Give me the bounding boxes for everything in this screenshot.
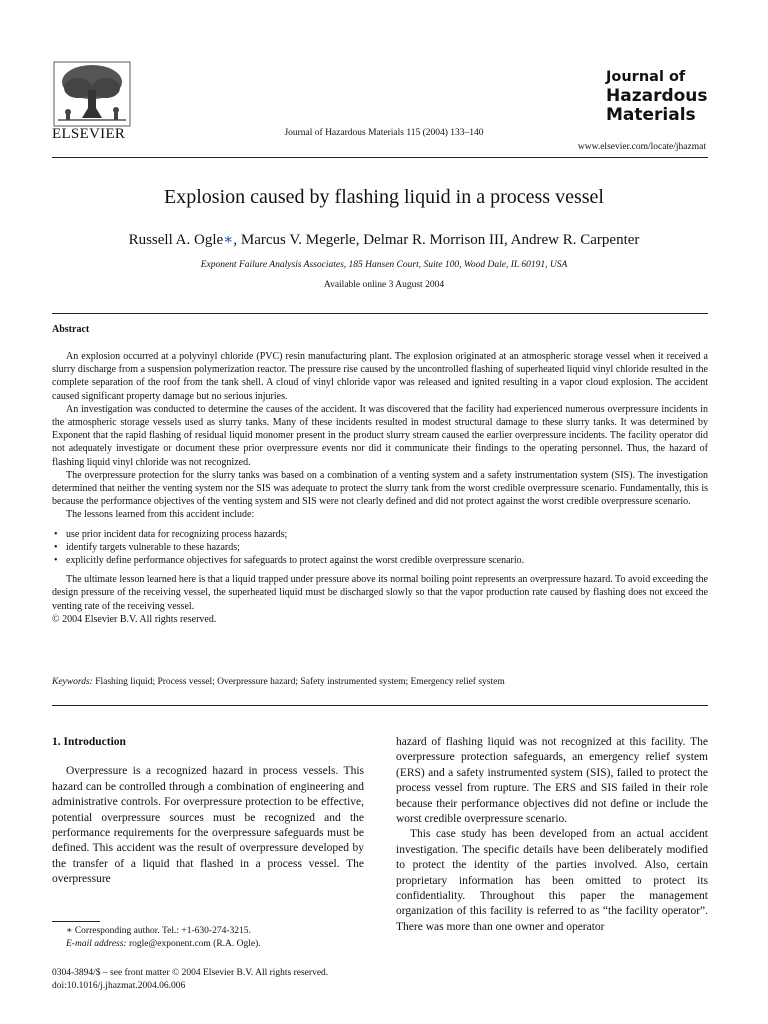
footnote [52,925,364,951]
corresponding-author: Russell A. Ogle [128,232,224,248]
author-list [0,230,768,249]
abstract-heading: Abstract [52,324,90,335]
keywords [52,677,708,687]
keywords-label: Keywords: [52,677,93,687]
available-online-date: Available online 3 August 2004 [323,280,445,290]
other-authors: , Marcus V. Megerle, Delmar R. Morrison III, Andrew R. Carpenter [233,232,640,248]
front-matter [52,967,328,993]
abstract-paragraph: An explosion occurred at a polyvinyl chloride (PVC) resin manufacturing plant. The explosion originated at an atmospheric storage vessel when it received a slurry discharge from a suspension polymerization reactor. The pressure rise caused by the uncontrolled flashing of superheated liquid vinyl chloride resulted in the complete separation of the roof from the tank shell. A cloud of vinyl chloride vapor was released and ignited resulting in a vapor cloud explosion. The accident caused significant property damage but no serious injuries. [52,351,708,402]
footnote-rule [52,921,100,922]
list-item: • identify targets vulnerable to these hazards; [54,541,240,553]
journal-brand [606,68,708,125]
abstract-bottom-rule [52,705,708,706]
issn-line: 0304-3894/$ – see front matter © 2004 Elsevier B.V. All rights reserved. [52,968,329,978]
bullet-icon: • [54,541,58,553]
header-rule [52,157,708,158]
abstract-top-rule [52,313,708,314]
copyright-line: © 2004 Elsevier B.V. All rights reserved. [52,613,217,625]
body-paragraph: hazard of flashing liquid was not recognized at this facility. The overpressure protection safeguards, an emergency relief system (ERS) and a safety instrumented system (SIS), failed to protect the process vessel from rupture. The ERS and SIS failed in their role because their performance objectives did not define or include the worst credible overpressure scenario. [396,736,708,826]
journal-citation: Journal of Hazardous Materials 115 (2004) 133–140 [284,128,484,138]
email-note [52,938,364,951]
email-link[interactable]: rogle@exponent.com (R.A. Ogle). [126,939,261,949]
list-item: • use prior incident data for recognizing process hazards; [54,528,288,540]
abstract-paragraph: The overpressure protection for the slurry tanks was based on a combination of a venting system and a safety instrumentation system (SIS). The investigation determined that neither the venting system nor the SIS was adequate to protect the slurry tank from the worst credible overpressure scenario. Fundamentally, this is because the performance objectives of the venting system and SIS were not clearly defined and did not protect against the worst credible overpressure scenario. [52,469,708,508]
body-paragraph: Overpressure is a recognized hazard in process vessels. This hazard can be controlled through a combination of engineering and administrative controls. For overpressure protection to be effective, potential overpressure sources must be recognized and the performance requirements for the overpressure safeguards must be defined. This accident was the result of overpressure developed by the transfer of a liquid that flashed in a process vessel. The overpressure [52,765,364,886]
corresponding-author-star-link[interactable]: ∗ [223,232,234,248]
list-item: • explicitly define performance objectives for safeguards to protect against the worst credible overpressure scenario. [54,555,525,567]
abstract-paragraph: The ultimate lesson learned here is that a liquid trapped under pressure above its normal boiling point represents an overpressure hazard. To avoid exceeding the design pressure of the receiving vessel, the superheated liquid must be discharged slowly so that the vapor production rate caused by flashing does not exceed the venting rate of the receiving vessel. [52,574,708,612]
abstract-paragraph: The lessons learned from this accident include: [66,509,255,521]
elsevier-tree-logo-icon [52,60,132,128]
publisher-name: ELSEVIER [52,126,126,142]
abstract-body [52,350,708,626]
bullet-icon: • [54,528,58,540]
journal-brand-line-2: Hazardous [606,86,708,106]
keywords-text: Flashing liquid; Process vessel; Overpressure hazard; Safety instrumented system; Emergency relief system [92,677,505,687]
journal-brand-line-1: Journal of [606,69,686,85]
doi-link[interactable]: doi:10.1016/j.jhazmat.2004.06.006 [52,981,186,991]
article-title: Explosion caused by flashing liquid in a process vessel [164,186,604,208]
section-heading: 1. Introduction [52,736,126,748]
abstract-paragraph: An investigation was conducted to determine the causes of the accident. It was discovered that the facility had experienced numerous overpressure incidents in the atmospheric storage vessels used as slurry tanks. Many of these incidents resulted in modest structural damage to these slurry tanks. It was determined by Exponent that the rapid flashing of residual liquid monomer present in the product slurry stream caused the earlier overpressure incidents. The facility operator did not adequately investigate or document these prior overpressure events nor did it communicate their findings to the operating personnel. Thus, the hazard of flashing liquid vinyl chloride was not recognized. [52,403,708,468]
body-column-right [396,735,708,935]
affiliation: Exponent Failure Analysis Associates, 185 Hansen Court, Suite 100, Wood Dale, IL 60191, USA [200,260,568,270]
lessons-list [52,528,708,568]
email-label: E-mail address: [66,939,127,949]
body-column-left [52,735,364,888]
bullet-icon: • [54,555,58,567]
journal-url-link[interactable]: www.elsevier.com/locate/jhazmat [577,142,706,152]
body-paragraph: This case study has been developed from an actual accident investigation. The specific details have been deliberately modified to protect the identity of the parties involved. Also, certain proprietary information has been omitted to protect its confidentiality. Throughout this paper the management organization of this facility is referred to as “the facility operator”. There was more than one owner and operator [396,828,708,933]
corresponding-author-note: ∗ Corresponding author. Tel.: +1-630-274-3215. [66,926,251,936]
journal-brand-line-3: Materials [606,105,696,125]
